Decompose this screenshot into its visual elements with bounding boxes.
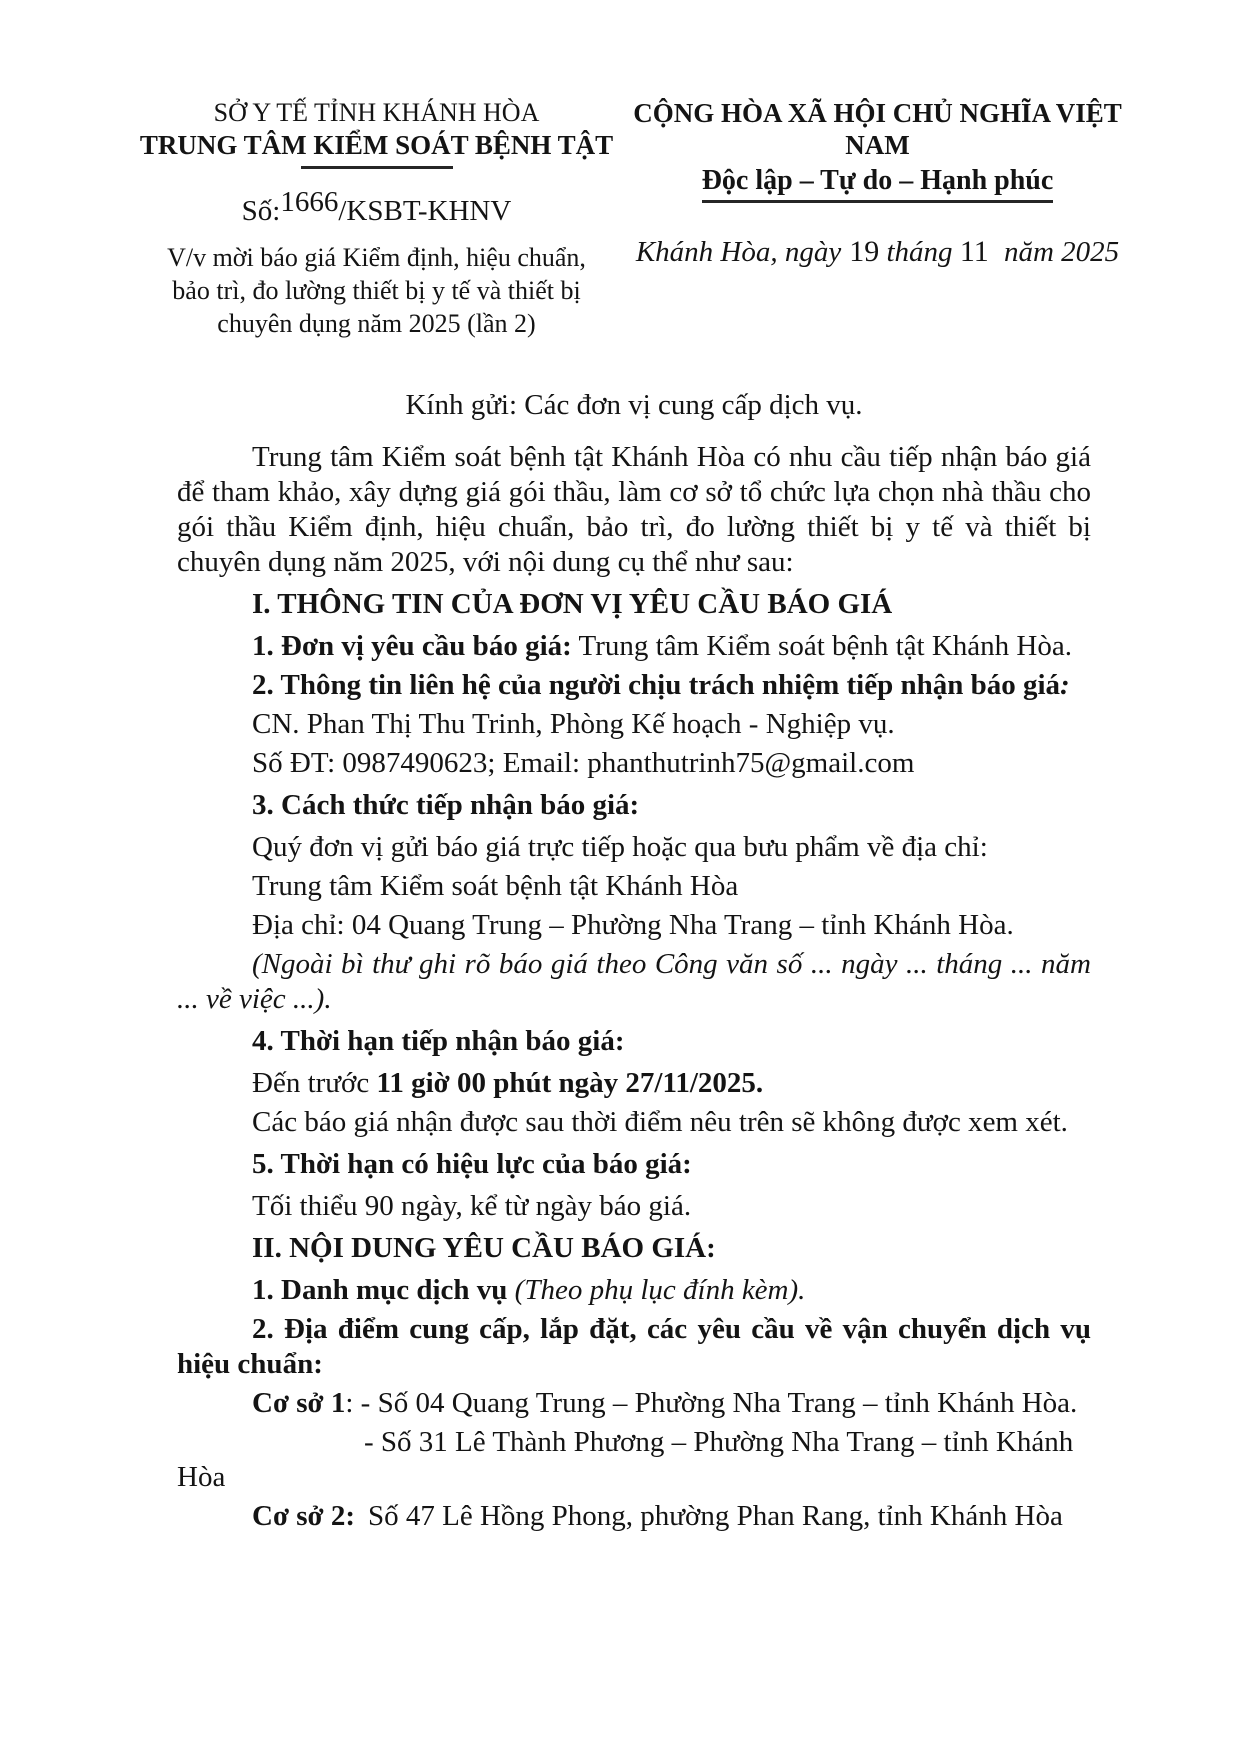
- place-date-line: [620, 235, 1135, 269]
- org-name: TRUNG TÂM KIỂM SOÁT BỆNH TẬT: [139, 130, 614, 160]
- org-divider-rule: [301, 166, 453, 169]
- site-1-line-1: [177, 1386, 1091, 1421]
- document-body: [177, 388, 1091, 1534]
- receiving-address-line: Địa chỉ: 04 Quang Trung – Phường Nha Trang – tỉnh Khánh Hòa.: [252, 909, 1014, 941]
- national-header-block: [620, 97, 1135, 340]
- section-i-heading: I. THÔNG TIN CỦA ĐƠN VỊ YÊU CẦU BÁO GIÁ: [252, 588, 893, 620]
- document-subject: [133, 241, 620, 340]
- section-ii-heading: II. NỘI DUNG YÊU CẦU BÁO GIÁ:: [252, 1232, 716, 1264]
- national-motto: [620, 164, 1135, 203]
- contact-phone-email-line: Số ĐT: 0987490623; Email: phanthutrinh75@gmail.com: [252, 747, 915, 779]
- document-header: [0, 0, 1241, 340]
- site-1-colon: :: [345, 1387, 354, 1419]
- parent-org-name: SỞ Y TẾ TỈNH KHÁNH HÒA: [213, 98, 540, 127]
- requesting-unit-value: Trung tâm Kiểm soát bệnh tật Khánh Hòa.: [578, 630, 1072, 662]
- salutation-line: Kính gửi: Các đơn vị cung cấp dịch vụ.: [405, 389, 863, 421]
- requesting-unit-label: 1. Đơn vị yêu cầu báo giá:: [252, 630, 572, 662]
- site-1-label: Cơ sở 1: [252, 1387, 346, 1419]
- issuing-org-block: [133, 97, 620, 340]
- subject-line-2: bảo trì, đo lường thiết bị y tế và thiết bị: [172, 276, 581, 305]
- doc-number-prefix: Số:: [241, 195, 281, 227]
- date-month-label: tháng: [886, 236, 953, 268]
- late-quote-note: Các báo giá nhận được sau thời điểm nêu trên sẽ không được xem xét.: [252, 1106, 1068, 1138]
- validity-line: Tối thiểu 90 ngày, kể từ ngày báo giá.: [252, 1190, 692, 1222]
- intro-paragraph: Trung tâm Kiểm soát bệnh tật Khánh Hòa có nhu cầu tiếp nhận báo giá để tham khảo, xây dựng giá gói thầu, làm cơ sở tổ chức lựa chọn nhà thầu cho gói thầu Kiểm định, hiệu chuẩn, bảo trì, đo lường thiết bị y tế và thiết bị chuyên dụng năm 2025, với nội dung cụ thể như sau:: [177, 441, 1091, 578]
- document-number-line: [133, 186, 620, 229]
- deadline-prefix: Đến trước: [252, 1067, 370, 1099]
- site-2-address: Số 47 Lê Hồng Phong, phường Phan Rang, tỉnh Khánh Hòa: [368, 1500, 1063, 1532]
- receiving-method-line-2: Trung tâm Kiểm soát bệnh tật Khánh Hòa: [252, 870, 739, 902]
- date-month: 11: [959, 235, 989, 268]
- deadline-value: 11 giờ 00 phút ngày 27/11/2025.: [376, 1067, 764, 1099]
- service-list-note: (Theo phụ lục đính kèm).: [514, 1274, 806, 1306]
- site-2-line: [177, 1499, 1091, 1534]
- deadline-line: [177, 1066, 1091, 1101]
- contact-info-label: 2. Thông tin liên hệ của người chịu trách nhiệm tiếp nhận báo giá: [252, 669, 1061, 701]
- service-list-label: 1. Danh mục dịch vụ: [252, 1274, 508, 1306]
- site-1-line-2: - Số 31 Lê Thành Phương – Phường Nha Trang – tỉnh Khánh Hòa: [177, 1426, 1074, 1493]
- requesting-unit-line: [177, 629, 1091, 664]
- contact-info-colon: :: [1060, 669, 1070, 701]
- service-list-line: [177, 1273, 1091, 1308]
- receiving-method-heading: 3. Cách thức tiếp nhận báo giá:: [252, 789, 640, 821]
- national-motto-text: Độc lập – Tự do – Hạnh phúc: [702, 164, 1054, 203]
- place-date-prefix: Khánh Hòa, ngày: [635, 236, 842, 268]
- date-year: 2025: [1061, 236, 1120, 268]
- validity-heading: 5. Thời hạn có hiệu lực của báo giá:: [252, 1148, 692, 1180]
- deadline-heading: 4. Thời hạn tiếp nhận báo giá:: [252, 1025, 625, 1057]
- country-title: CỘNG HÒA XÃ HỘI CHỦ NGHĨA VIỆT NAM: [633, 98, 1122, 160]
- subject-line-3: chuyên dụng năm 2025 (lần 2): [217, 309, 536, 338]
- site-2-label: Cơ sở 2:: [252, 1500, 356, 1532]
- site-1-address-1: - Số 04 Quang Trung – Phường Nha Trang – tỉnh Khánh Hòa.: [360, 1387, 1078, 1419]
- contact-info-heading: [177, 668, 1091, 703]
- date-year-label: năm: [1003, 236, 1054, 268]
- delivery-location-heading: 2. Địa điểm cung cấp, lắp đặt, các yêu cầu về vận chuyển dịch vụ hiệu chuẩn:: [177, 1313, 1091, 1380]
- doc-number-value: 1666: [280, 186, 339, 218]
- subject-line-1: V/v mời báo giá Kiểm định, hiệu chuẩn,: [167, 243, 586, 272]
- envelope-note: (Ngoài bì thư ghi rõ báo giá theo Công văn số ... ngày ... tháng ... năm ... về việc ...).: [177, 948, 1091, 1015]
- contact-person-line: CN. Phan Thị Thu Trinh, Phòng Kế hoạch - Nghiệp vụ.: [252, 708, 895, 740]
- date-day: 19: [849, 235, 880, 268]
- doc-number-suffix: /KSBT-KHNV: [338, 195, 512, 227]
- receiving-method-line-1: Quý đơn vị gửi báo giá trực tiếp hoặc qua bưu phẩm về địa chỉ:: [252, 831, 988, 863]
